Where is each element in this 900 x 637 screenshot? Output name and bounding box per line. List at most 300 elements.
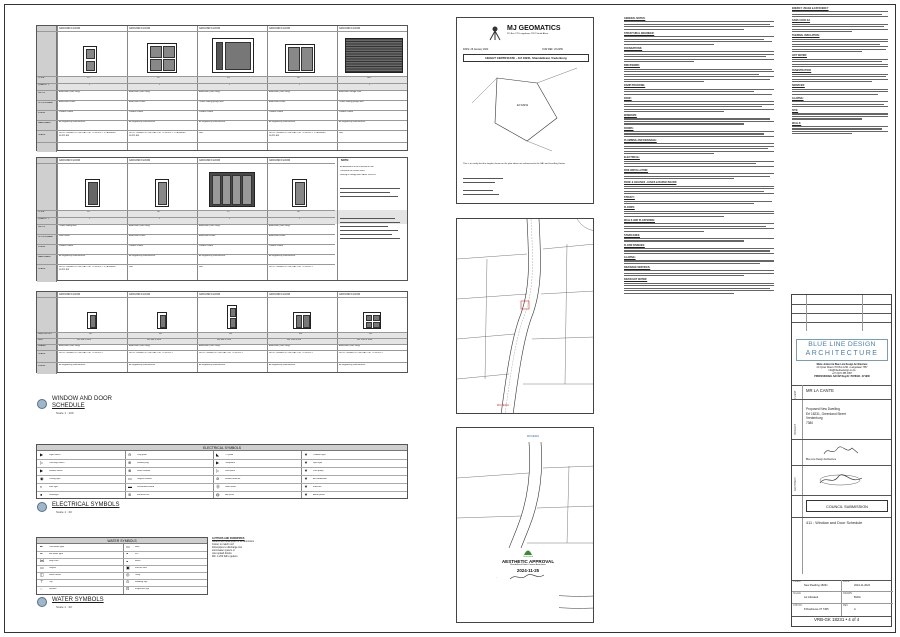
signature-caption: Blue Line Design Architecture (806, 459, 837, 461)
note-line: Gutters and downpipes to be aluminium (212, 540, 255, 543)
logo-line-2: ARCHITECTURE (805, 350, 879, 357)
section-heading: DRAIN HOT WATER: (624, 278, 648, 282)
table-cell: Aluminium Frame (59, 101, 76, 103)
client-name: MR LA CANTE (806, 388, 834, 393)
column-header: GROUND FLOOR (59, 27, 81, 30)
section-heading: WINDOWS: (624, 114, 637, 118)
legend-item: Outdoor light (313, 454, 326, 456)
site-map-label: RIVIERA (497, 403, 510, 407)
table-cell: Powder coated (199, 111, 213, 113)
row-label: GLASS (38, 268, 46, 270)
table-cell: 1 (89, 84, 91, 86)
table-cell: Aluminium Frame (269, 101, 286, 103)
table-cell: W2 (159, 333, 163, 335)
general-notes-column (624, 17, 779, 537)
electrical-caption-scale: Scale 1 : 20 (56, 510, 72, 514)
notes-heading: NOTE: (341, 159, 350, 162)
stove-isolator-icon: ⊗ (128, 468, 132, 473)
table-cell: Steel frame (59, 235, 70, 237)
table-cell: Aluminium (Dark Grey) (129, 91, 151, 93)
table-cell: D3 (227, 77, 230, 79)
sink-icon: ▣ (126, 565, 130, 570)
meta-value: BLDA (854, 596, 861, 599)
table-cell: 1 (159, 218, 161, 220)
architect-signature (822, 445, 862, 457)
table-cell: Aluminium Frame (129, 235, 146, 237)
erf-boundary-diagram (467, 63, 587, 153)
row-label: DOOR FRAME (38, 102, 53, 104)
legend-item: Plug point (137, 454, 147, 456)
door-elevation-d7 (209, 172, 255, 207)
table-cell: GD1 (367, 77, 372, 79)
meta-value: New Dwelling 18231 (804, 584, 828, 587)
project-line: Proposed New Dwelling (806, 407, 840, 411)
distribution-board-icon: ▬ (128, 484, 132, 489)
hot-water-icon: ┅ (40, 551, 43, 556)
window-elevation-w1 (87, 312, 97, 329)
door-schedule-table-1 (36, 25, 408, 151)
architect-side-label: ARCHITECT (794, 477, 797, 491)
stamp-subtitle: Shandelkraal Home Owners Association (510, 564, 546, 566)
schedule-caption-line1: WINDOW AND DOOR (52, 396, 112, 402)
legend-item: Inspection eye (135, 588, 150, 590)
legend-item: Light switch (49, 454, 61, 456)
table-cell: W4 (299, 333, 303, 335)
aesthetic-approval-map (456, 427, 594, 623)
row-label: FINISH (38, 246, 46, 248)
table-cell: Aluminium (Dark Grey) (59, 91, 81, 93)
section-heading: WALLS AND PLASTERING: (624, 218, 655, 222)
table-cell: 1 (369, 84, 371, 86)
rodding-eye-icon: ⊙ (126, 579, 130, 584)
legend-item: Water meter (49, 574, 61, 576)
table-cell: W1 600 x 1000 (77, 339, 91, 341)
section-heading: FLOORS: (624, 206, 635, 210)
window-elevation-w3 (227, 305, 237, 329)
sheet-number: VRB-GK 18231 • 4 of 4 (814, 617, 860, 622)
legend-item: Kitchen sink (135, 567, 147, 569)
section-heading: FLOOR FINISHES: (624, 243, 645, 247)
table-cell: Aluminium Frame (129, 101, 146, 103)
table-cell: 1 (299, 218, 301, 220)
firm-phone: +27 (0)72 385 1957 (831, 373, 853, 375)
table-cell: Aluminium Frame (199, 235, 216, 237)
stamp-date: 2024-11-25 (516, 568, 540, 573)
legend-item: Basin (135, 560, 141, 562)
section-heading: FOUNDATIONS: (624, 46, 643, 50)
certificate-footer: This is to certify that the heights shown on the plan above are referenced to the SA Land Levelling Datum (463, 163, 565, 165)
door-elevation-d2 (147, 43, 177, 73)
table-cell: Aluminium (Dark Grey) (199, 225, 221, 227)
meta-label: REV (843, 604, 848, 607)
note-line: Glazing to comply with SANS 10400-N (340, 174, 376, 176)
section-heading: PLUMBING AND DRAINAGE: (624, 138, 657, 142)
legend-item: Rodding eye (135, 581, 148, 583)
project-side-label: PROJECT (794, 423, 797, 435)
legend-item: Hot water pipe (49, 553, 64, 555)
table-cell: As supplied by manufacturer (339, 364, 366, 366)
water-meter-icon: ◫ (40, 572, 44, 577)
table-cell: Timber sliding garage door (199, 101, 224, 103)
table-cell: W5 (369, 333, 373, 335)
stage-label: COUNCIL SUBMISSION (826, 505, 868, 509)
stage-box (806, 500, 888, 512)
row-label: CODE (38, 77, 45, 79)
legend-item: Tap (49, 581, 53, 583)
schedule-caption-line2: SCHEDULE (52, 403, 85, 409)
bell-push-icon: ◍ (216, 492, 220, 497)
row-label: QUANTITY (38, 218, 50, 220)
legend-item: Bath (135, 546, 140, 548)
window-schedule-table (36, 291, 408, 373)
legend-item: Extractor fan (137, 494, 150, 496)
section-heading: SERVICES: (792, 84, 805, 88)
door-elevation-d1 (83, 46, 97, 73)
table-cell: 1 (229, 218, 231, 220)
client-side-label: CLIENT (794, 390, 797, 399)
geyser-isolator-icon: ▭ (128, 476, 132, 481)
table-cell: D5 (87, 211, 90, 213)
row-label: FINISH (38, 112, 46, 114)
section-heading: ELECTRICAL: (624, 156, 640, 160)
intercom-icon: ▼ (304, 484, 308, 489)
table-cell: As supplied by manufacturer (199, 255, 226, 257)
door-schedule-table-2 (36, 157, 408, 281)
geyser-icon: ▭ (40, 565, 44, 570)
row-label: GLASS (38, 353, 46, 355)
telephone-icon: ▶ (216, 460, 220, 465)
table-cell: NOTE: OWNER & CONTRACTOR TO SUPPLY TO AGREED SUPPLIER (269, 132, 326, 137)
section-heading: HOT WATER: (792, 54, 807, 58)
row-label: WIDTH (38, 226, 46, 228)
legend-item: Distribution board (137, 486, 155, 488)
table-cell: Aluminium Frame (269, 235, 286, 237)
project-line: 7380 (806, 420, 814, 425)
window-elevation-w2 (157, 312, 167, 329)
meta-label: JOB NO. (793, 604, 803, 607)
water-caption: WATER SYMBOLS (52, 597, 104, 603)
table-cell: NOTE: OWNER & CONTRACTOR TO SUPPLY TO AGREED SUPPLIER (129, 132, 186, 137)
electrical-caption: ELECTRICAL SYMBOLS (52, 502, 120, 508)
section-heading: THERMAL INSULATION: (792, 34, 820, 38)
ceiling-light-icon: ◉ (40, 476, 44, 481)
table-cell: Timber sliding garage door (339, 101, 364, 103)
garage-door-elevation (345, 38, 403, 73)
section-heading: GENERAL NOTES: (624, 17, 646, 20)
smoke-detector-icon: ⊘ (216, 476, 220, 481)
table-cell: 1 (229, 84, 231, 86)
table-cell: As supplied by manufacturer (59, 255, 86, 257)
section-heading: FIRE INSTALLATION: (624, 168, 649, 172)
note-line: stormwater system or (212, 549, 235, 552)
table-cell: As supplied by manufacturer (59, 364, 86, 366)
legend-item: Geyser isolator (137, 478, 152, 480)
section-heading: FENESTRATION: (792, 69, 812, 73)
table-cell: W3 (229, 333, 233, 335)
legend-item: Spot light (313, 462, 323, 464)
bath-icon: ▭ (126, 544, 130, 549)
row-label: GLASS (38, 134, 46, 136)
legend-item: Gully (135, 574, 140, 576)
table-cell: As supplied by manufacturer (269, 255, 296, 257)
row-label: FINISH (38, 365, 46, 367)
section-heading: DAMP PROOFING: (624, 84, 646, 88)
section-heading: GLAZING: (624, 256, 636, 260)
column-header: GROUND FLOOR (269, 293, 291, 296)
section-heading: STAIRCASES: (624, 233, 641, 237)
engineer-signature (818, 473, 864, 487)
column-header: GROUND FLOOR (59, 293, 81, 296)
table-cell: Powder coated (199, 245, 213, 247)
table-cell: W5 1200 x 1000 (357, 339, 373, 341)
column-header: GROUND FLOOR (129, 27, 151, 30)
window-elevation-w4 (293, 312, 311, 329)
legend-header: ELECTRICAL SYMBOLS (37, 445, 407, 451)
legend-item: TV point (225, 454, 234, 456)
note-line: onto splash blocks (212, 552, 232, 555)
stamp-title: AESTHETIC APPROVAL (501, 559, 555, 564)
table-cell: D8 (297, 211, 300, 213)
window-elevation-w5 (363, 312, 381, 329)
row-label: HARDWARE (38, 122, 51, 124)
door-elevation-d4 (285, 44, 315, 73)
table-cell: Aluminium Garage Door (339, 91, 362, 93)
column-header: GROUND FLOOR (199, 293, 221, 296)
table-cell: As supplied by manufacturer (339, 121, 366, 123)
legend-item: Data point (225, 470, 235, 472)
data-point-icon: ▷ (216, 468, 220, 473)
firm-email: info@bluelinedesign.co.za (828, 370, 856, 372)
stamp-org: Greenland (522, 556, 534, 558)
plug-point-icon: ⊖ (128, 452, 132, 457)
legend-item: Pool pump (313, 470, 324, 472)
row-label: SIZE (38, 339, 43, 341)
erf-label: Erf 18231 (517, 104, 529, 107)
door-elevation-d6 (155, 179, 169, 207)
certificate-company-sub: PO Box 775 Langebaan 7357 South Africa (507, 33, 549, 35)
section-heading: WALLS: (792, 121, 802, 125)
legend-item: Bell push (225, 494, 234, 496)
firm-address: 41 Oyster Road • PO Box 1291 • Langebaan 7357 (816, 367, 868, 369)
table-cell: NOTE: OWNER & CONTRACTOR TO SUPPLY (339, 352, 384, 354)
wall-light-icon: ◐ (40, 484, 43, 489)
table-cell: Powder coated (269, 245, 283, 247)
table-cell: Aluminium (Dark Grey) (199, 91, 221, 93)
switch-icon: ▶ (40, 452, 44, 457)
table-cell: Powder coated (129, 111, 143, 113)
table-cell: D2 (157, 77, 160, 79)
door-elevation-d8 (292, 179, 307, 207)
legend-item: Gate motor (225, 486, 236, 488)
legend-item: Ceiling light (49, 478, 61, 480)
legend-item: Smoke detector (225, 478, 241, 480)
gate-motor-icon: Ⓜ (216, 484, 220, 489)
legend-item: Double plug (137, 462, 149, 464)
table-cell: Aluminium (Dark Grey) (339, 345, 361, 347)
water-caption-scale: Scale 1 : 20 (56, 605, 72, 609)
table-cell: Aluminium (Dark Grey) (269, 345, 291, 347)
project-line: Vredenburg (806, 416, 823, 420)
row-label: HARDWARE (38, 256, 51, 258)
table-cell: Powder coated (339, 111, 353, 113)
legend-item: Stove isolator (137, 470, 151, 472)
air-conditioner-icon: ▼ (304, 476, 308, 481)
section-heading: DRAINAGE SERVICES: (624, 266, 651, 269)
site-locality-map (456, 218, 594, 414)
legend-item: Cold water pipe (49, 546, 65, 548)
table-cell: 1 (159, 84, 161, 86)
door-elevation-d3 (212, 38, 254, 73)
legend-item: Wall light (49, 486, 58, 488)
section-heading: ENERGY USAGE & EFFICIENCY (792, 7, 829, 10)
meta-value: 2024-11-2024 (854, 584, 870, 587)
table-cell: Powder coated (59, 245, 73, 247)
column-header: GROUND FLOOR (339, 293, 361, 296)
table-cell: N/A (129, 266, 133, 268)
electrical-symbols-legend (36, 444, 408, 499)
table-cell: NOTE: OWNER & CONTRACTOR TO SUPPLY (269, 266, 314, 268)
table-cell: W3 600 x 1500 (217, 339, 231, 341)
legend-item: WC (135, 553, 139, 555)
approval-stamp (497, 548, 559, 618)
inspection-eye-icon: ⊡ (126, 586, 130, 591)
basin-icon: ◒ (126, 558, 129, 563)
table-cell: NOTE: OWNER & CONTRACTOR TO SUPPLY TO AGREED SUPPLIER (59, 266, 116, 271)
surveyor-tripod-icon (487, 25, 503, 41)
shower-icon: ◌ (40, 586, 43, 591)
schedule-caption-scale: Scale 1 : 100 (56, 411, 74, 415)
table-cell: As supplied by manufacturer (129, 121, 156, 123)
table-cell: D1 (87, 77, 90, 79)
section-heading: SITE: (792, 109, 799, 113)
note-line: All dimensions to be checked on site (340, 166, 374, 168)
alarm-panel-icon: ▼ (304, 492, 308, 497)
meta-value: 8 Rowhouse 37 7365 (804, 608, 829, 611)
tap-icon: ⊤ (40, 579, 44, 584)
legend-item: Double switch (49, 470, 63, 472)
note-line: Downpipes to discharge into (212, 546, 243, 549)
table-cell: As supplied by manufacturer (129, 364, 156, 366)
legend-item: Air conditioner (313, 478, 327, 480)
table-cell: W2 600 x 1000 (147, 339, 161, 341)
meta-label: DATE (843, 580, 850, 583)
note-line: Min. 1:200 fall to gutters (212, 555, 238, 558)
drawing-ref-marker (37, 399, 47, 409)
column-header: GROUND FLOOR (59, 159, 81, 162)
double-switch-icon: ▶ (40, 468, 44, 473)
spot-light-icon: ▼ (304, 460, 308, 465)
column-header: GROUND FLOOR (269, 159, 291, 162)
table-cell: As supplied by manufacturer (199, 364, 226, 366)
stop-cock-icon: ⋈ (40, 558, 44, 563)
table-cell: 1 (89, 218, 91, 220)
section-heading: GLAZING: (792, 96, 804, 100)
legend-item: Geyser (49, 567, 57, 569)
double-plug-icon: ⊕ (128, 460, 132, 465)
height-certificate (456, 17, 594, 204)
pool-pump-icon: ▼ (304, 468, 308, 473)
downlight-icon: ● (40, 492, 43, 497)
meta-value: A (854, 608, 856, 611)
row-label: CODE (38, 211, 45, 213)
meta-value: As indicated (804, 596, 819, 599)
cold-water-icon: ━ (40, 544, 43, 549)
legend-item: Intercom (313, 486, 322, 488)
legend-header: WATER SYMBOLS (37, 538, 207, 544)
meta-label: SCALE (793, 592, 801, 595)
table-cell: As supplied by manufacturer (269, 121, 296, 123)
water-symbols-legend (36, 537, 208, 595)
tv-point-icon: ◣ (216, 452, 220, 457)
firm-name: Marie Jonker t/a Blue Line Design Architecture (816, 364, 868, 366)
section-heading: ROOF: (624, 96, 632, 100)
table-cell: Timber sliding door (59, 225, 77, 227)
table-cell: 1 (299, 84, 301, 86)
table-cell: Powder coated (129, 245, 143, 247)
certificate-ref: OUR REF: 23-0256 (542, 48, 563, 51)
section-heading: STRUCTURAL ENGINEER: (624, 31, 655, 35)
drawing-ref-marker (37, 502, 47, 512)
table-cell: NOTE: OWNER & CONTRACTOR TO SUPPLY (269, 352, 314, 354)
note-line: Colour to match roof (212, 543, 234, 546)
wc-icon: ◓ (126, 551, 129, 556)
gully-icon: ◎ (126, 572, 130, 577)
table-cell: NOTE: OWNER & CONTRACTOR TO SUPPLY (199, 352, 244, 354)
column-header: GROUND FLOOR (269, 27, 291, 30)
column-header: GROUND FLOOR (199, 159, 221, 162)
table-cell: As supplied by manufacturer (269, 364, 296, 366)
leaf-logo-icon (523, 548, 533, 556)
table-cell: Aluminium (Dark Grey) (269, 91, 291, 93)
door-elevation-d5 (85, 179, 100, 207)
table-cell: D7 (227, 211, 230, 213)
table-cell: Aluminium (Dark Grey) (199, 345, 221, 347)
table-cell: Aluminium (Dark Grey) (59, 345, 81, 347)
table-cell: Aluminium (Dark Grey) (269, 225, 291, 227)
legend-item: Telephone (225, 462, 236, 464)
project-line: Erf 18231, Greenland Street (806, 411, 846, 416)
certificate-company: MJ GEOMATICS (507, 25, 561, 32)
two-way-switch-icon: ▷ (40, 460, 44, 465)
firm-registration: PROFESSIONAL SACAP Reg.Nr: PAT8432 • 371908 (814, 376, 870, 378)
legend-item: Stop cock (49, 560, 59, 562)
title-block (791, 294, 892, 627)
certificate-title: HEIGHT CERTIFICATE – Erf 18231, Shandelkraal, Vredenburg (463, 54, 589, 62)
table-cell: Powder coated (269, 111, 283, 113)
row-label: DOOR FRAME (38, 236, 53, 238)
outdoor-light-icon: ▼ (304, 452, 308, 457)
gutters-notes-title: GUTTERS AND DOWNPIPES (212, 537, 245, 540)
table-cell: As supplied by manufacturer (59, 121, 86, 123)
energy-notes-column (792, 7, 890, 292)
gutters-notes (212, 537, 278, 558)
approval-signature (508, 573, 548, 581)
section-heading: BRICKWORK: (624, 64, 640, 68)
section-heading: SANS 10400-XA (792, 19, 811, 23)
table-cell: N/A (199, 266, 203, 268)
section-heading: STRUCT.: (624, 196, 635, 200)
row-label: FRAME (38, 345, 46, 347)
table-cell: D4 (297, 77, 300, 79)
legend-item: Shower (49, 588, 57, 590)
table-cell: N/A (339, 132, 343, 134)
column-header: GROUND FLOOR (129, 293, 151, 296)
note-line: Contractor to confirm sizes (340, 170, 365, 172)
firm-logo (796, 339, 888, 361)
legend-item: Downlight (49, 494, 59, 496)
meta-label: DRAWN (843, 592, 852, 595)
column-header: GROUND FLOOR (129, 159, 151, 162)
